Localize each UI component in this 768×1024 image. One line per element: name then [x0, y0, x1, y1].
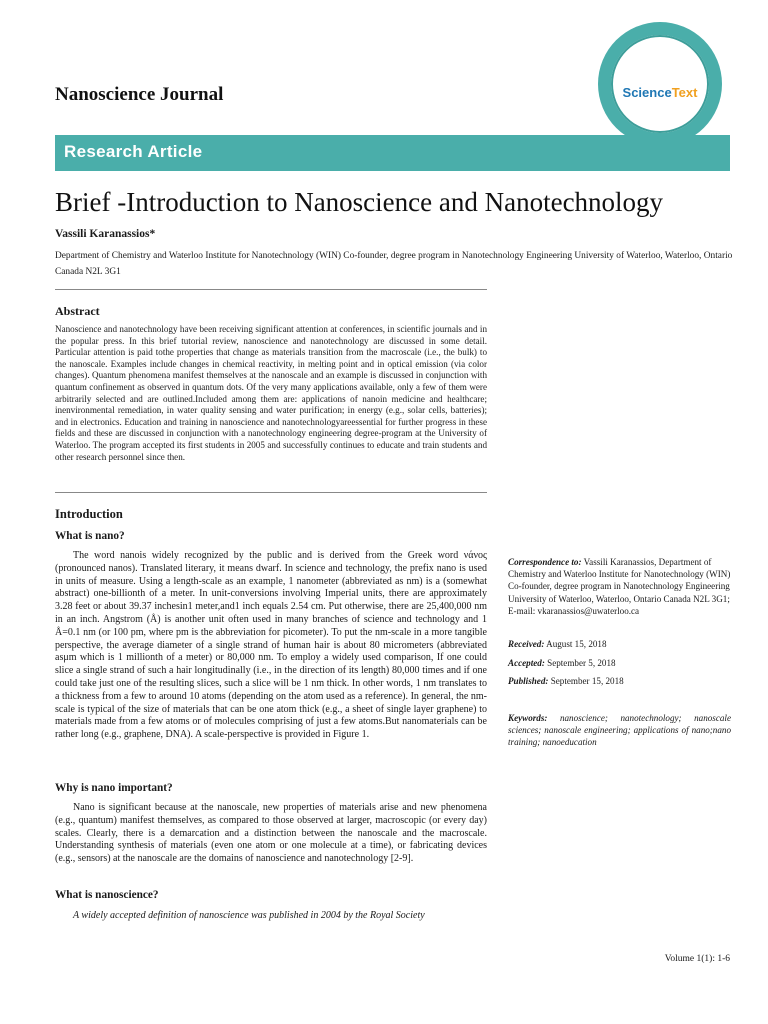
correspondence-block — [508, 556, 731, 617]
subheading-what-is-nano: What is nano? — [55, 530, 125, 542]
paragraph-text: The word nanois widely recognized by the public and is derived from the Greek word νάνος (pronounced nanos). Translated literary, it means dwarf. In science and technology, the prefix nano is used in units of measure. Using a length-scale as an example, 1 nanometer (abbreviated as nm) is a (somewhat abstract) one-billionth of a meter. In unit-conversions involving Imperial units, there are approximately 3.28 feet or about 39.37 inchesin1 meter,and1 inch equals 2.54 cm. Put otherwise, there are 25,400,000 nm in an inch. Angstrom (Å) is another unit often used in many branches of science and technology and 1 Å=0.1 nm (or 100 pm, where pm is the abbreviation for picometer). To put the nm-scale in a more tangible perspective, the average diameter of a single strand of human hair is about 80 micrometers (abbreviated asμm which is 1 millionth of a meter) or 80,000 nm. To employ a widely used comparison, If one could slice a single strand of such a hair longitudinally (i.e., in the direction of its length) 80,000 times and if one could take just one of the resulting slices, such a slice will be 1 nm thick. In other words, 1 nm translates to a thickness from a few to around 10 atoms (depending on the atom used as a reference). In general, the nm-scale is typical of the size of materials that can be one atom thick (e.g., a sheet of single layer graphene) to materials made from a few atoms or of molecules comprising of just a few atoms.But nanomaterials can be rather long (e.g., graphene, DNA). A scale-perspective is provided in Figure 1. — [55, 550, 487, 741]
introduction-heading: Introduction — [55, 507, 123, 521]
article-type-banner — [55, 135, 730, 171]
logo-text — [598, 85, 722, 100]
keywords-block — [508, 712, 731, 749]
keywords-value: nanoscience; nanotechnology; nanoscale sciences; nanoscale engineering; applications of nano;nano training; nanoeducation — [508, 713, 731, 748]
paragraph-what-is-nano — [55, 550, 487, 742]
paragraph-why-nano — [55, 802, 487, 866]
divider-top — [55, 289, 487, 290]
published-date — [508, 675, 731, 687]
accepted-label: Accepted: — [508, 658, 545, 668]
keywords-label: Keywords: — [508, 713, 548, 723]
accepted-date — [508, 657, 731, 669]
journal-name: Nanoscience Journal — [55, 84, 224, 105]
author-affiliation: Department of Chemistry and Waterloo Institute for Nanotechnology (WIN) Co-founder, degree program in Nanotechnology Engineering University of Waterloo, Waterloo, Ontario Canada N2L 3G1 — [55, 251, 733, 277]
abstract-heading: Abstract — [55, 304, 100, 318]
received-date — [508, 638, 731, 650]
published-value: September 15, 2018 — [548, 676, 624, 686]
subheading-why-nano: Why is nano important? — [55, 782, 173, 794]
abstract-body: Nanoscience and nanotechnology have been receiving significant attention at conferences, in scientific journals and in the popular press. In this brief tutorial review, nanoscience and nanotechnology are discussed in some detail. Particular attention is paid tothe properties that change as materials transition from the macroscale (i.e., the bulk) to the nanoscale. Examples include changes in chemical reactivity, in melting point and in optical emission (via color changes). Quantum phenomena manifest themselves at the nanoscale and an example is discussed in conjunction with quantum confinement as observed in quantum dots. Of the very many applications available, only a few of them were arbitrarily selected and are outlined.Included among them are: applications of nanoin medicine and healthcare; inenvironmental remediation, in water quality sensing and water purification; in energy (e.g., solar cells, batteries); and in electronics. Education and training in nanoscience and nanotechnologyareessential for further progress in these fields and these are discussed in conjunction with a nanotechnology engineering degree-program at the University of Waterloo. The program accepted its first students in 2005 and successfully continues to educate and train students and other research personnel since then. — [55, 324, 487, 462]
logo-inner-circle — [611, 35, 709, 133]
received-label: Received: — [508, 639, 545, 649]
correspondence-label: Correspondence to: — [508, 557, 582, 567]
paragraph-text: Nano is significant because at the nanoscale, new properties of materials arise and new phenomena (e.g., quantum) manifest themselves, as compared to those observed at larger, macroscopic (or every day) scales. Clearly, there is a demarcation and a distinction between the nanoscale and the macroscale. Understanding synthesis of materials (even one atom or one molecule at a time), or fabricating devices (e.g., sensors) at the nanoscale are the domains of nanoscience and nanotechnology [2-9]. — [55, 802, 487, 865]
article-type-label: Research Article — [64, 142, 203, 161]
accepted-value: September 5, 2018 — [544, 658, 616, 668]
author-name: Vassili Karanassios* — [55, 228, 156, 240]
logo-text-science: Science — [622, 85, 672, 100]
paragraph-nanoscience — [55, 910, 487, 923]
volume-footer: Volume 1(1): 1-6 — [664, 954, 730, 964]
paragraph-text: A widely accepted definition of nanoscience was published in 2004 by the Royal Society — [73, 910, 425, 921]
correspondence-text: Vassili Karanassios, Department of Chemistry and Waterloo Institute for Nanotechnology (WIN) Co-founder, degree program in Nanotechnology Engineering University of Waterloo, Waterloo, Ontario Canada N2L 3G1; E-mail: vkaranassios@uwaterloo.ca — [508, 557, 731, 616]
sciencetext-logo — [598, 22, 722, 146]
divider-bottom — [55, 492, 487, 493]
received-value: August 15, 2018 — [544, 639, 607, 649]
article-title: Brief -Introduction to Nanoscience and Nanotechnology — [55, 187, 664, 217]
published-label: Published: — [508, 676, 549, 686]
logo-text-text: Text — [671, 85, 698, 100]
subheading-what-is-nanoscience: What is nanoscience? — [55, 889, 159, 901]
